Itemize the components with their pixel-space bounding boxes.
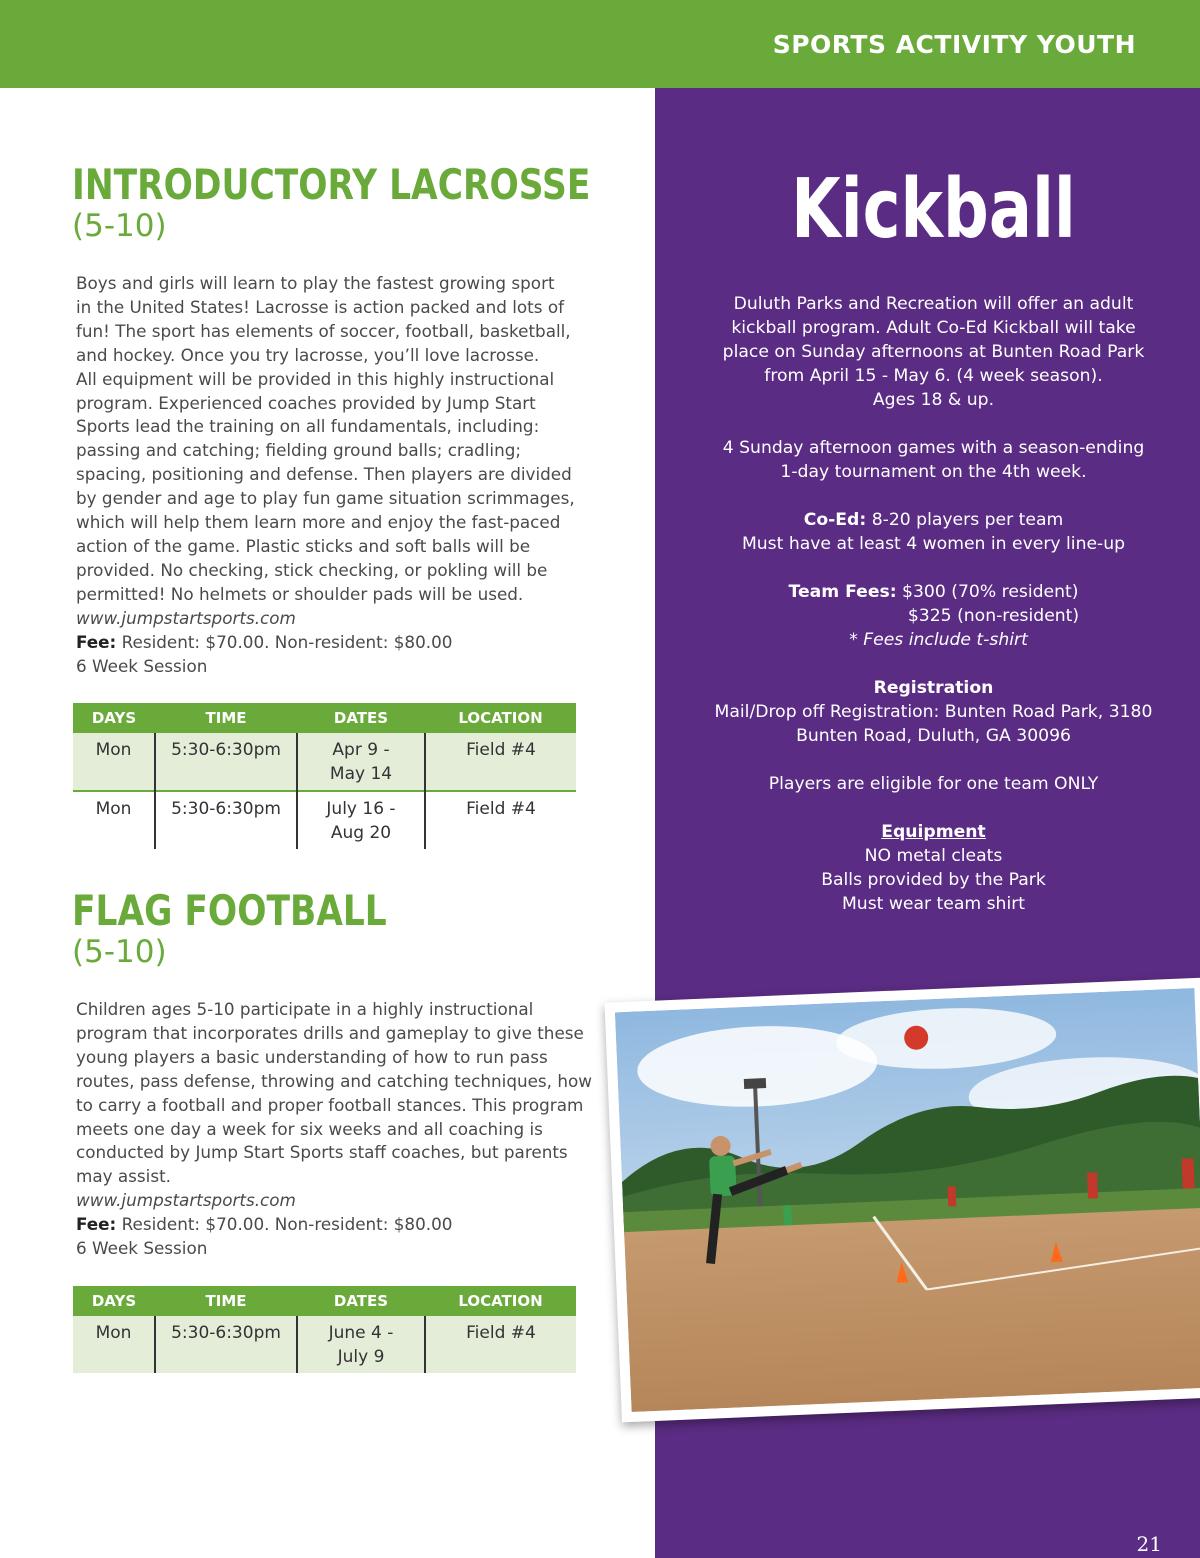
games-line: 1-day tournament on the 4th week. <box>780 462 1087 482</box>
website-link[interactable]: www.jumpstartsports.com <box>76 1190 296 1211</box>
col-days: DAYS <box>73 703 155 733</box>
fees-line <box>705 580 1162 604</box>
col-location: LOCATION <box>425 1286 576 1316</box>
cell-location: Field #4 <box>425 1316 576 1373</box>
flag-football-schedule-table <box>73 1286 576 1373</box>
col-dates: DATES <box>297 703 425 733</box>
dates-end: May 14 <box>329 764 393 784</box>
cell-day: Mon <box>73 1316 155 1373</box>
fee-line <box>76 631 596 655</box>
registration-line: Mail/Drop off Registration: Bunten Road Park, 3180 <box>714 702 1153 722</box>
dates-end: July 9 <box>337 1347 385 1367</box>
lacrosse-schedule-table <box>73 703 576 849</box>
cell-location: Field #4 <box>425 791 576 849</box>
registration-line: Bunten Road, Duluth, GA 30096 <box>796 726 1071 746</box>
session-text: 6 Week Session <box>76 655 208 676</box>
desc-line: which will help them learn more and enjoy the fast-paced <box>76 512 561 533</box>
desc-line: Sports lead the training on all fundamentals, including: <box>76 416 540 437</box>
coed-label: Co-Ed: <box>803 510 867 530</box>
desc-line: may assist. <box>76 1166 171 1187</box>
equipment-heading: Equipment <box>881 822 986 842</box>
table-row <box>73 1316 576 1373</box>
fees-note: * Fees include t-shirt <box>849 630 1028 650</box>
flag-football-age: (5-10) <box>72 934 167 970</box>
equipment-item: Balls provided by the Park <box>821 870 1046 890</box>
cell-dates <box>297 1316 425 1373</box>
table-header-row <box>73 1286 576 1316</box>
desc-line: Children ages 5-10 participate in a highly instructional <box>76 999 534 1019</box>
table-header-row <box>73 703 576 733</box>
games-line: 4 Sunday afternoon games with a season-ending <box>722 438 1145 458</box>
desc-line: program that incorporates drills and gameplay to give these <box>76 1022 584 1043</box>
desc-line: fun! The sport has elements of soccer, football, basketball, <box>76 320 571 341</box>
page-number: 21 <box>1136 1532 1162 1556</box>
dates-start: July 16 - <box>326 799 396 819</box>
coed-text: 8-20 players per team <box>866 510 1064 530</box>
desc-line: All equipment will be provided in this highly instructional <box>76 368 555 389</box>
fee-line <box>76 1213 596 1237</box>
registration-heading: Registration <box>873 678 994 698</box>
cell-dates <box>297 733 425 791</box>
cell-day: Mon <box>73 791 155 849</box>
coed-line <box>705 508 1162 532</box>
fee-text: Resident: $70.00. Non-resident: $80.00 <box>116 631 453 652</box>
cell-time: 5:30-6:30pm <box>155 1316 297 1373</box>
website-link[interactable]: www.jumpstartsports.com <box>76 607 296 628</box>
desc-line: action of the game. Plastic sticks and soft balls will be <box>76 535 531 556</box>
table-row <box>73 733 576 791</box>
desc-line: meets one day a week for six weeks and all coaching is <box>76 1118 543 1139</box>
cell-time: 5:30-6:30pm <box>155 733 297 791</box>
equipment-item: NO metal cleats <box>864 846 1003 866</box>
col-time: TIME <box>155 703 297 733</box>
dates-start: June 4 - <box>328 1323 394 1343</box>
desc-line: provided. No checking, stick checking, or pokling will be <box>76 559 548 580</box>
kickball-title: Kickball <box>791 162 1076 257</box>
session-text: 6 Week Session <box>76 1238 208 1259</box>
lacrosse-title: INTRODUCTORY LACROSSE <box>72 160 591 209</box>
cell-time: 5:30-6:30pm <box>155 791 297 849</box>
desc-line: and hockey. Once you try lacrosse, you’ll love lacrosse. <box>76 344 540 365</box>
desc-line: in the United States! Lacrosse is action packed and lots of <box>76 296 564 317</box>
desc-line: Boys and girls will learn to play the fastest growing sport <box>76 273 555 293</box>
fee-label: Fee: <box>76 1214 117 1235</box>
kickball-details <box>705 292 1162 916</box>
flag-football-title: FLAG FOOTBALL <box>72 886 387 935</box>
fee-label: Fee: <box>76 631 117 652</box>
desc-line: to carry a football and proper football stances. This program <box>76 1094 584 1115</box>
desc-line: by gender and age to play fun game situation scrimmages, <box>76 488 575 509</box>
intro-line: Ages 18 & up. <box>872 390 995 410</box>
table-row <box>73 791 576 849</box>
lacrosse-description <box>76 272 596 678</box>
kickball-photo <box>604 978 1200 1423</box>
flag-football-description <box>76 998 596 1261</box>
dates-start: Apr 9 - <box>332 740 390 760</box>
lacrosse-age: (5-10) <box>72 208 167 244</box>
coed-requirement: Must have at least 4 women in every line-up <box>741 534 1126 554</box>
kickball-photo-image <box>615 988 1200 1412</box>
header-bar <box>0 0 1200 88</box>
fee-text: Resident: $70.00. Non-resident: $80.00 <box>116 1214 453 1235</box>
desc-line: routes, pass defense, throwing and catching techniques, how <box>76 1070 592 1091</box>
col-time: TIME <box>155 1286 297 1316</box>
intro-line: place on Sunday afternoons at Bunten Road Park <box>722 342 1145 362</box>
intro-line: kickball program. Adult Co-Ed Kickball will take <box>731 318 1136 338</box>
cell-location: Field #4 <box>425 733 576 791</box>
intro-line: Duluth Parks and Recreation will offer an adult <box>733 294 1134 314</box>
col-dates: DATES <box>297 1286 425 1316</box>
desc-line: program. Experienced coaches provided by Jump Start <box>76 392 536 413</box>
col-days: DAYS <box>73 1286 155 1316</box>
cell-dates <box>297 791 425 849</box>
desc-line: young players a basic understanding of how to run pass <box>76 1046 548 1067</box>
eligibility-text: Players are eligible for one team ONLY <box>768 774 1099 794</box>
fees-label: Team Fees: <box>788 582 897 602</box>
fees-resident: $300 (70% resident) <box>896 582 1079 602</box>
desc-line: permitted! No helmets or shoulder pads will be used. <box>76 583 524 604</box>
fees-nonresident: $325 (non-resident) <box>907 606 1080 626</box>
desc-line: passing and catching; fielding ground balls; cradling; <box>76 440 522 461</box>
col-location: LOCATION <box>425 703 576 733</box>
desc-line: spacing, positioning and defense. Then players are divided <box>76 464 572 485</box>
dates-end: Aug 20 <box>330 823 392 843</box>
section-heading: SPORTS ACTIVITY YOUTH <box>772 30 1136 59</box>
cell-day: Mon <box>73 733 155 791</box>
desc-line: conducted by Jump Start Sports staff coaches, but parents <box>76 1142 568 1163</box>
intro-line: from April 15 - May 6. (4 week season). <box>764 366 1103 386</box>
equipment-item: Must wear team shirt <box>841 894 1026 914</box>
